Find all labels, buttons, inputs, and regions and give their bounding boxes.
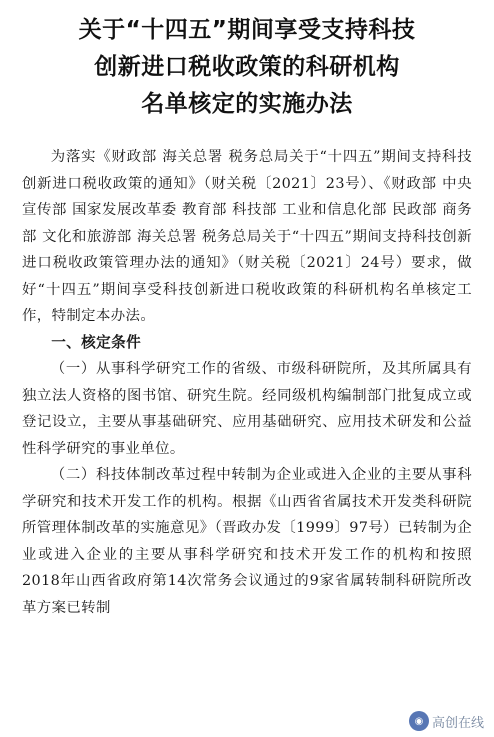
document-title bbox=[22, 12, 472, 123]
condition-item-2: （二）科技体制改革过程中转制为企业或进入企业的主要从事科学研究和技术开发工作的机构。根据《山西省省属技术开发类科研院所管理体制改革的实施意见》（晋政办发〔1999〕97号）已转制为企业或进入企业的主要从事科学研究和技术开发工作的机构和按照2018年山西省政府第14次常务会议通过的9家省属转制科研院所改革方案已转制 bbox=[22, 467, 472, 616]
watermark-text: 高创在线 bbox=[432, 712, 484, 731]
document-body bbox=[22, 144, 472, 621]
title-line-1: 关于“十四五”期间享受支持科技 bbox=[78, 17, 416, 43]
condition-item-1: （一）从事科学研究工作的省级、市级科研院所，及其所属具有独立法人资格的图书馆、研究生院。经同级机构编制部门批复成立或登记设立，主要从事基础研究、应用基础研究、应用技术研发和公益性科学研究的事业单位。 bbox=[22, 361, 472, 457]
watermark-logo-icon: ◉ bbox=[409, 711, 429, 731]
section-heading-conditions: 一、核定条件 bbox=[51, 333, 142, 351]
intro-paragraph: 为落实《财政部 海关总署 税务总局关于“十四五”期间支持科技创新进口税收政策的通知》（财关税〔2021〕23号）、《财政部 中央宣传部 国家发展改革委 教育部 科技部 工业和信息化部 民政部 商务部 文化和旅游部 海关总署 税务总局关于“十四五”期间支持科技创新进口税收政策管理办法的通知》（财关税〔2021〕24号）要求，做好“十四五”期间享受科技创新进口税收政策的科研机构名单核定工作，特制定本办法。 bbox=[22, 149, 472, 324]
title-line-2: 创新进口税收政策的科研机构 bbox=[94, 54, 400, 80]
title-line-3: 名单核定的实施办法 bbox=[141, 91, 353, 117]
source-watermark bbox=[409, 711, 484, 731]
